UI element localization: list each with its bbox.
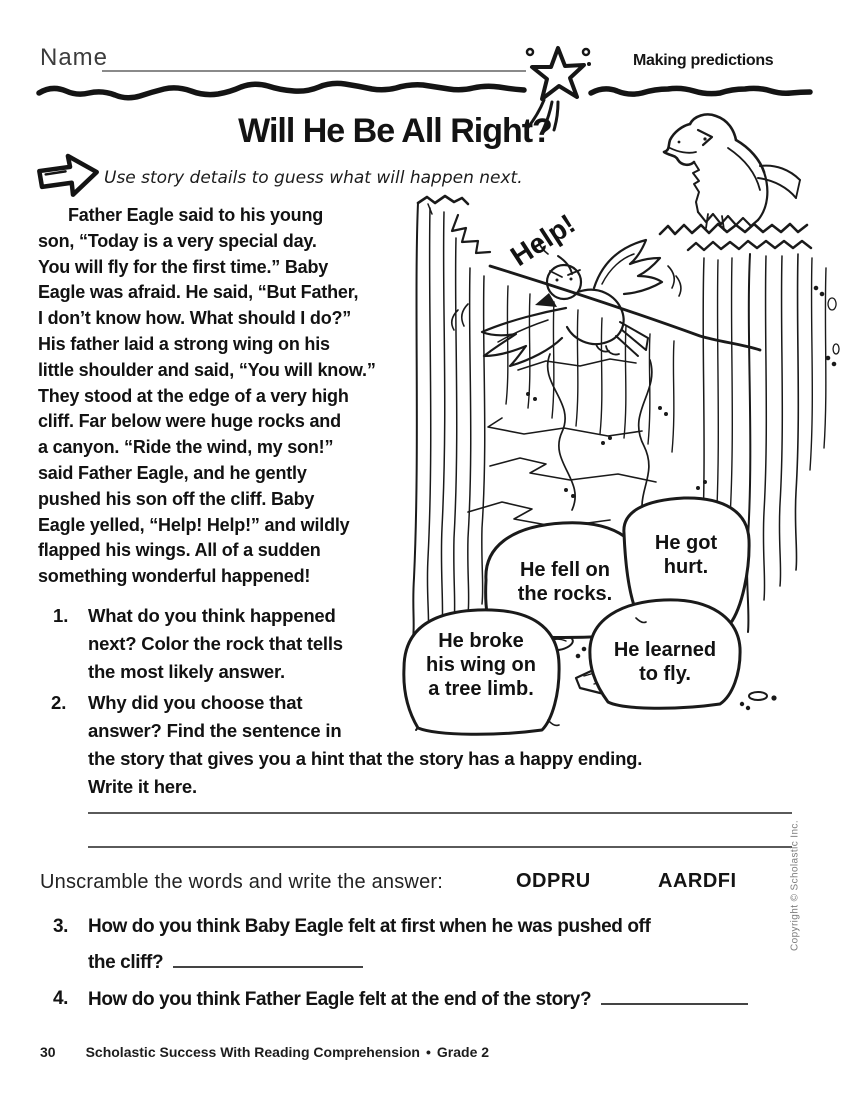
footer-bullet: •	[425, 1044, 431, 1060]
grade-label: Grade 2	[436, 1044, 490, 1060]
svg-text:the rocks.: the rocks.	[517, 583, 613, 605]
shooting-star-icon	[520, 42, 596, 137]
svg-text:He fell on: He fell on	[519, 559, 611, 581]
question-4-number: 4.	[53, 988, 69, 1009]
answer-line-1[interactable]	[88, 812, 792, 814]
copyright-notice: Copyright © Scholastic Inc.	[789, 820, 801, 951]
question-4-answer-blank[interactable]	[601, 988, 748, 1005]
skill-topic-label: Making predictions	[633, 52, 774, 69]
wavy-divider	[35, 80, 815, 110]
scrambled-word-2: AARDFI	[658, 870, 737, 892]
svg-text:a tree limb.: a tree limb.	[428, 678, 534, 700]
question-3-text-line2: the cliff?	[88, 951, 363, 974]
story-text: Father Eagle said to his young son, “Today is a very special day. You will fly for the first time.” Baby Eagle was afraid. He said, “But Father, I don’t know how. What should I do?” His father laid a strong wing on his little shoulder and said, “You will know.” They stood at the edge of a very high cliff. Far below were huge rocks and a canyon. “Ride the wind, my son!” said Father Eagle, and he gently pushed his son off the cliff. Baby Eagle yelled, “Help! Help!” and wildly flapped his wings. All of a sudden something wonderful happened!	[38, 205, 376, 587]
svg-text:hurt.: hurt.	[663, 556, 709, 578]
svg-text:He learned: He learned	[613, 639, 717, 661]
svg-text:to fly.: to fly.	[639, 663, 691, 685]
svg-text:He got: He got	[654, 532, 718, 554]
book-title: Scholastic Success With Reading Comprehension	[85, 1044, 420, 1060]
question-2-text: Why did you choose that answer? Find the sentence in the story that gives you a hint that the story has a happy ending. Write it here.	[88, 692, 643, 797]
arrow-icon	[31, 144, 106, 207]
question-4-text: How do you think Father Eagle felt at the end of the story?	[88, 988, 748, 1011]
question-3-answer-blank[interactable]	[173, 951, 363, 968]
unscramble-prompt: Unscramble the words and write the answer:	[40, 871, 444, 893]
page-number: 30	[40, 1044, 56, 1060]
page-title: Will He Be All Right?	[238, 112, 552, 150]
canyon-illustration	[398, 108, 850, 740]
question-3-number: 3.	[53, 916, 69, 937]
name-fill-in-line[interactable]	[102, 70, 526, 72]
question-2-number: 2.	[51, 692, 67, 713]
answer-line-2[interactable]	[88, 846, 792, 848]
father-eagle-icon	[664, 114, 800, 230]
name-label: Name	[40, 44, 109, 71]
scrambled-word-1: ODPRU	[516, 870, 591, 892]
question-1-number: 1.	[53, 605, 69, 626]
instruction-text: Use story details to guess what will happen next.	[104, 168, 523, 188]
svg-text:his wing on: his wing on	[426, 654, 536, 676]
svg-text:He broke: He broke	[438, 630, 524, 652]
help-callout: Help!	[505, 207, 581, 273]
footer	[40, 1044, 495, 1060]
baby-eagle-icon	[452, 240, 681, 366]
question-1-text: What do you think happened next? Color the rock that tells the most likely answer.	[88, 605, 343, 682]
question-3-text-line1: How do you think Baby Eagle felt at first when he was pushed off	[88, 916, 651, 937]
